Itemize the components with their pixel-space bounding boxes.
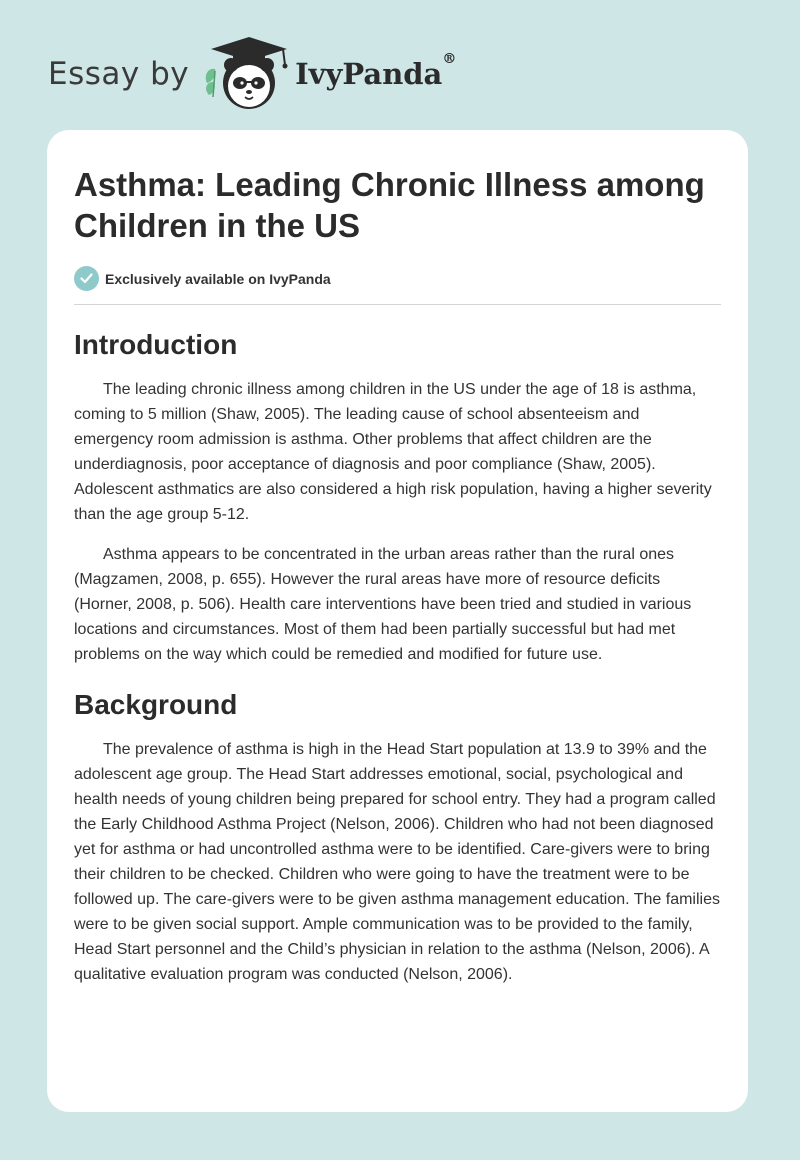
essay-by-label: Essay by [48,56,190,92]
paragraph: Asthma appears to be concentrated in the urban areas rather than the rural ones (Magzamen, 2008, p. 655). However the rural areas have more of resource deficits (Horner, 2008, p. 506). Health care interventions have been tried and studied in various locations and circumstances. Most of them had been partially successful but had met problems on the way which could be remedied and modified for future use. [74,546,692,663]
article-title: Asthma: Leading Chronic Illness among Children in the US [74,166,705,244]
exclusive-label: Exclusively available on IvyPanda [105,270,331,287]
section-heading-background: Background [74,689,238,720]
registered-mark: ® [442,51,457,67]
panda-graduate-icon [201,35,293,113]
brand-text: IvyPanda [295,57,443,91]
divider [74,304,721,305]
brand-header[interactable] [48,34,456,114]
section-heading-introduction: Introduction [74,329,238,360]
paragraph: The prevalence of asthma is high in the Head Start population at 13.9 to 39% and the adolescent age group. The Head Start addresses emotional, social, psychological and health needs of young children being prepared for school entry. They had a program called the Early Childhood Asthma Project (Nelson, 2006). Children who had not been diagnosed yet for asthma or had uncontrolled asthma were to be identified. Care-givers were to bring their children to be checked. Children who were going to have the treatment were to be followed up. The care-givers were to be given asthma management education. The families were to be given social support. Ample communication was to be provided to the family, Head Start personnel and the Child’s physician in relation to the asthma (Nelson, 2006). A qualitative evaluation program was conducted (Nelson, 2006). [74,741,720,983]
exclusive-badge [74,266,721,291]
paragraph: The leading chronic illness among children in the US under the age of 18 is asthma, coming to 5 million (Shaw, 2005). The leading cause of school absenteeism and emergency room admission is asthma. Other problems that affect children are the underdiagnosis, poor acceptance of diagnosis and poor compliance (Shaw, 2005). Adolescent asthmatics are also considered a high risk population, having a higher severity than the age group 5-12. [74,381,712,523]
article-card [47,130,748,1112]
checkmark-icon [74,266,99,291]
brand-name [295,51,457,91]
